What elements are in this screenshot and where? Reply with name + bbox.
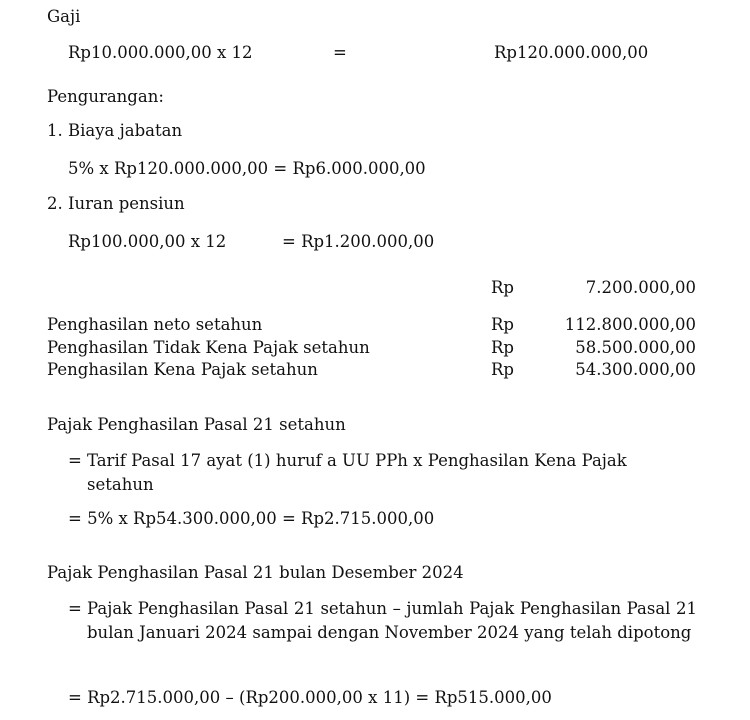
amount: 112.800.000,00 [564,315,696,334]
summary-amount [491,314,696,336]
amount: 54.300.000,00 [575,360,696,379]
pph-desember-label: Pajak Penghasilan Pasal 21 bulan Desember 2024 [47,563,464,582]
summary-row: Penghasilan Tidak Kena Pajak setahun [47,338,370,357]
pph-desember-calc: = Rp2.715.000,00 – (Rp200.000,00 x 11) = Rp515.000,00 [68,688,552,707]
gaji-label: Gaji [47,7,81,26]
summary-amount [491,359,696,381]
summary-row: Penghasilan Kena Pajak setahun [47,360,318,379]
pph-setahun-label: Pajak Penghasilan Pasal 21 setahun [47,415,346,434]
summary-row: Penghasilan neto setahun [47,315,263,334]
iuran-pensiun-result: = Rp1.200.000,00 [282,232,435,251]
pph-setahun-formula: Tarif Pasal 17 ayat (1) huruf a UU PPh x Penghasilan Kena Pajak setahun [87,451,627,494]
pengurangan-label: Pengurangan: [47,87,164,106]
pph-setahun-calc: = 5% x Rp54.300.000,00 = Rp2.715.000,00 [68,509,435,528]
iuran-pensiun-label: 2. Iuran pensiun [47,194,185,213]
biaya-jabatan-calc: 5% x Rp120.000.000,00 = Rp6.000.000,00 [68,159,426,178]
amount: 7.200.000,00 [585,278,696,297]
pengurangan-total [491,277,696,299]
gaji-calc: Rp10.000.000,00 x 12 [68,43,253,62]
currency: Rp [491,315,514,334]
gaji-result: Rp120.000.000,00 [494,43,649,62]
iuran-pensiun-calc: Rp100.000,00 x 12 [68,232,227,251]
pph-desember-formula: Pajak Penghasilan Pasal 21 setahun – jumlah Pajak Penghasilan Pasal 21 bulan Januari 2024 sampai dengan November 2024 yang telah dipotong [87,599,697,642]
amount: 58.500.000,00 [575,338,696,357]
pph-desember-equals: = [68,599,82,618]
currency: Rp [491,360,514,379]
pph-setahun-equals: = [68,451,82,470]
currency: Rp [491,338,514,357]
currency: Rp [491,278,514,297]
summary-amount [491,337,696,359]
gaji-equals: = [333,43,347,62]
biaya-jabatan-label: 1. Biaya jabatan [47,121,183,140]
